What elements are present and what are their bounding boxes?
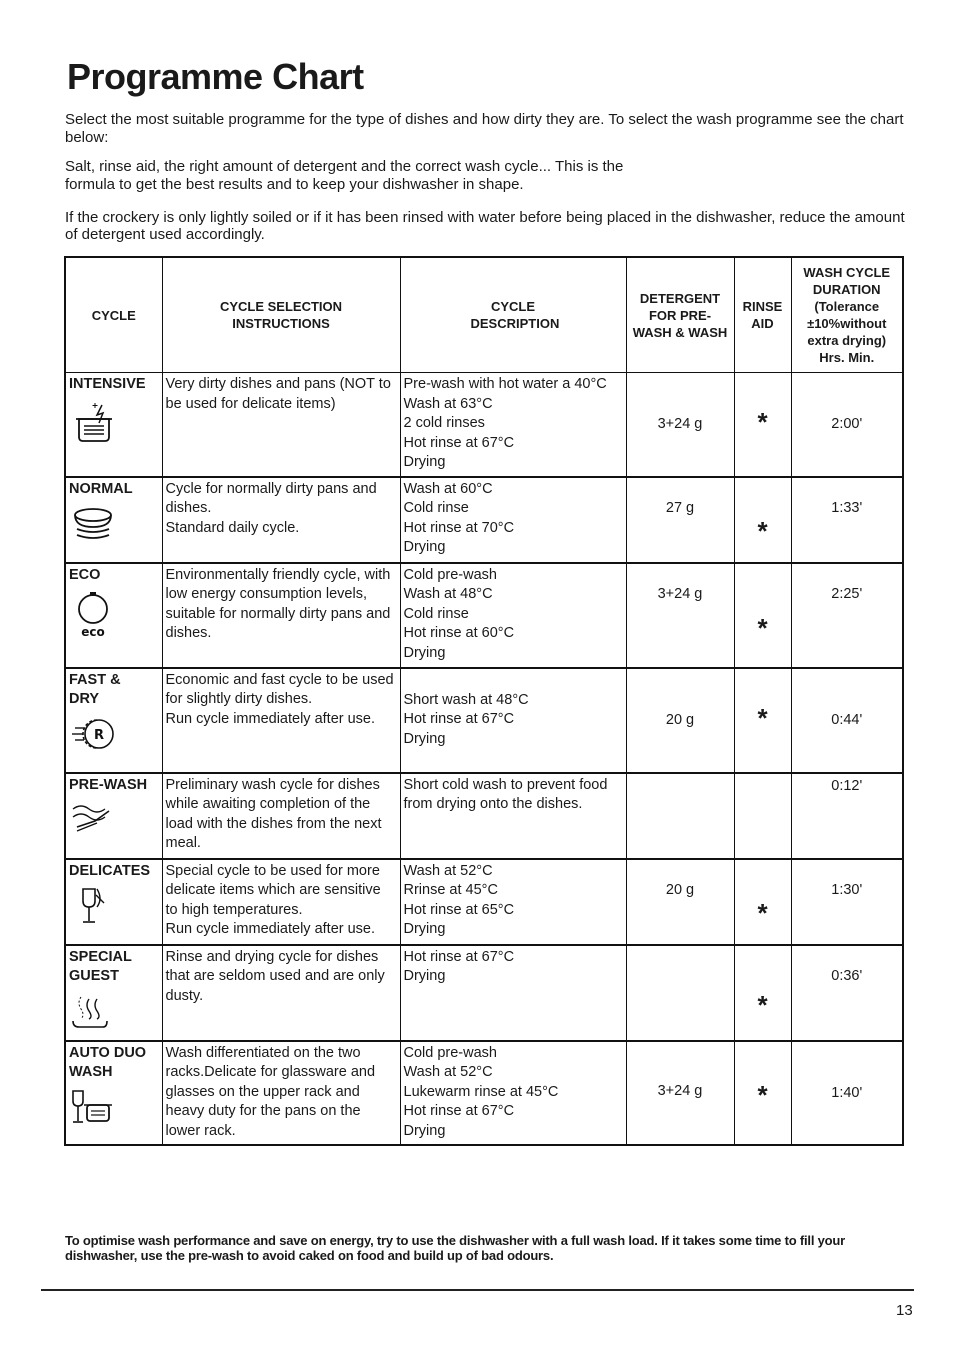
cycle-description: Hot rinse at 67°C Drying [400, 945, 626, 1041]
cycle-description: Cold pre-wash Wash at 52°C Lukewarm rinse at 45°C Hot rinse at 67°C Drying [400, 1041, 626, 1145]
detergent-amount: 20 g [626, 859, 734, 945]
cycle-duration: 0:44' [791, 668, 903, 773]
intro-paragraph-1: Select the most suitable programme for the type of dishes and how dirty they are. To select the wash programme see the chart below: [65, 111, 904, 146]
cycle-instructions: Rinse and drying cycle for dishes that are seldom used and are only dusty. [162, 945, 400, 1041]
detergent-amount: 27 g [626, 477, 734, 563]
table-row [65, 373, 903, 477]
auto-duo-wash-icon [69, 1087, 117, 1127]
cycle-duration: 1:30' [791, 859, 903, 945]
intensive-icon [69, 399, 117, 443]
cycle-name-cell [65, 668, 162, 773]
page-title: Programme Chart [67, 56, 364, 97]
table-row [65, 668, 903, 773]
table-row [65, 945, 903, 1041]
table-row [65, 859, 903, 945]
rinse-aid-cell [734, 859, 791, 945]
header-detergent: DETERGENT FOR PRE-WASH & WASH [626, 257, 734, 373]
cycle-name-cell [65, 945, 162, 1041]
header-rinse-aid: RINSE AID [734, 257, 791, 373]
table-row [65, 477, 903, 563]
cycle-duration: 2:25' [791, 563, 903, 668]
cycle-name: INTENSIVE [69, 376, 146, 392]
eco-icon-label: eco [81, 625, 105, 639]
cycle-name: FAST & DRY [69, 671, 121, 707]
cycle-name: SPECIAL GUEST [69, 948, 132, 984]
header-description: CYCLE DESCRIPTION [400, 257, 626, 373]
rinse-aid-star: * [757, 990, 768, 1020]
delicates-icon [69, 885, 117, 927]
cycle-description: Wash at 60°C Cold rinse Hot rinse at 70°C Drying [400, 477, 626, 563]
table-row [65, 773, 903, 859]
cycle-duration: 0:12' [791, 773, 903, 859]
detergent-amount: 3+24 g [626, 373, 734, 477]
normal-icon [69, 503, 117, 547]
cycle-name: AUTO DUO WASH [69, 1044, 147, 1080]
table-row [65, 563, 903, 668]
cycle-description: Short wash at 48°C Hot rinse at 67°C Drying [400, 668, 626, 773]
header-cycle: CYCLE [65, 257, 162, 373]
fast-dry-icon-label: R [93, 727, 105, 743]
cycle-name-cell [65, 1041, 162, 1145]
rinse-aid-cell [734, 945, 791, 1041]
header-duration: WASH CYCLE DURATION (Tolerance ±10%without extra drying) Hrs. Min. [791, 257, 903, 373]
cycle-description: Short cold wash to prevent food from drying onto the dishes. [400, 773, 626, 859]
detergent-amount: 20 g [626, 668, 734, 773]
cycle-name-cell [65, 477, 162, 563]
cycle-name: PRE-WASH [69, 776, 148, 793]
rinse-aid-cell [734, 1041, 791, 1145]
cycle-duration: 0:36' [791, 945, 903, 1041]
rinse-aid-star: * [757, 898, 768, 928]
detergent-amount: 3+24 g [626, 563, 734, 668]
cycle-instructions: Very dirty dishes and pans (NOT to be used for delicate items) [162, 373, 400, 477]
rinse-aid-cell [734, 563, 791, 668]
rinse-aid-cell [734, 477, 791, 563]
rinse-aid-cell [734, 668, 791, 773]
cycle-name-cell [65, 859, 162, 945]
cycle-instructions: Cycle for normally dirty pans and dishes. Standard daily cycle. [162, 477, 400, 563]
page-number: 13 [896, 1302, 913, 1319]
rinse-aid-star: * [757, 612, 768, 643]
cycle-duration: 2:00' [791, 373, 903, 477]
intro-paragraph-3: If the crockery is only lightly soiled or if it has been rinsed with water before being placed in the dishwasher, reduce the amount of detergent used accordingly. [65, 209, 905, 243]
cycle-name: DELICATES [69, 862, 151, 879]
rinse-aid-cell [734, 373, 791, 477]
rinse-aid-star: * [757, 1079, 768, 1110]
intro-paragraph-2: Salt, rinse aid, the right amount of detergent and the correct wash cycle... This is the formula to get the best results and to keep your dishwasher in shape. [65, 158, 624, 193]
cycle-instructions: Special cycle to be used for more delicate items which are sensitive to high temperatures. Run cycle immediately after use. [162, 859, 400, 945]
cycle-instructions: Preliminary wash cycle for dishes while awaiting completion of the load with the dishes from the next meal. [162, 773, 400, 859]
cycle-duration: 1:33' [791, 477, 903, 563]
cycle-name: ECO [69, 566, 101, 583]
cycle-instructions: Wash differentiated on the two racks.Delicate for glassware and glasses on the upper rack and heavy duty for the pans on the lower rack. [162, 1041, 400, 1145]
eco-icon [69, 589, 117, 639]
footer-note: To optimise wash performance and save on energy, try to use the dishwasher with a full wash load. If it takes some time to fill your dishwasher, use the pre-wash to avoid caked on food and build up of bad odours. [65, 1233, 846, 1263]
cycle-duration: 1:40' [791, 1041, 903, 1145]
detergent-amount [626, 773, 734, 859]
footer-divider [41, 1289, 914, 1291]
cycle-name-cell [65, 563, 162, 668]
fast-dry-icon [69, 714, 119, 754]
cycle-description: Wash at 52°C Rrinse at 45°C Hot rinse at 65°C Drying [400, 859, 626, 945]
header-instructions: CYCLE SELECTION INSTRUCTIONS [162, 257, 400, 373]
pre-wash-icon [69, 799, 117, 839]
cycle-name-cell [65, 773, 162, 859]
special-guest-icon [69, 991, 117, 1031]
cycle-description: Cold pre-wash Wash at 48°C Cold rinse Hot rinse at 60°C Drying [400, 563, 626, 668]
detergent-amount: 3+24 g [626, 1041, 734, 1145]
cycle-name-cell [65, 373, 162, 477]
rinse-aid-star: * [757, 407, 768, 438]
rinse-aid-star: * [757, 516, 768, 546]
rinse-aid-cell [734, 773, 791, 859]
table-header-row [65, 257, 903, 373]
cycle-instructions: Environmentally friendly cycle, with low energy consumption levels, suitable for normally dirty pans and dishes. [162, 563, 400, 668]
programme-chart-table [64, 256, 904, 1146]
detergent-amount [626, 945, 734, 1041]
cycle-name: NORMAL [69, 480, 133, 497]
cycle-description: Pre-wash with hot water a 40°C Wash at 63°C 2 cold rinses Hot rinse at 67°C Drying [400, 373, 626, 477]
rinse-aid-star: * [757, 703, 768, 733]
cycle-instructions: Economic and fast cycle to be used for slightly dirty dishes. Run cycle immediately after use. [162, 668, 400, 773]
table-row [65, 1041, 903, 1145]
